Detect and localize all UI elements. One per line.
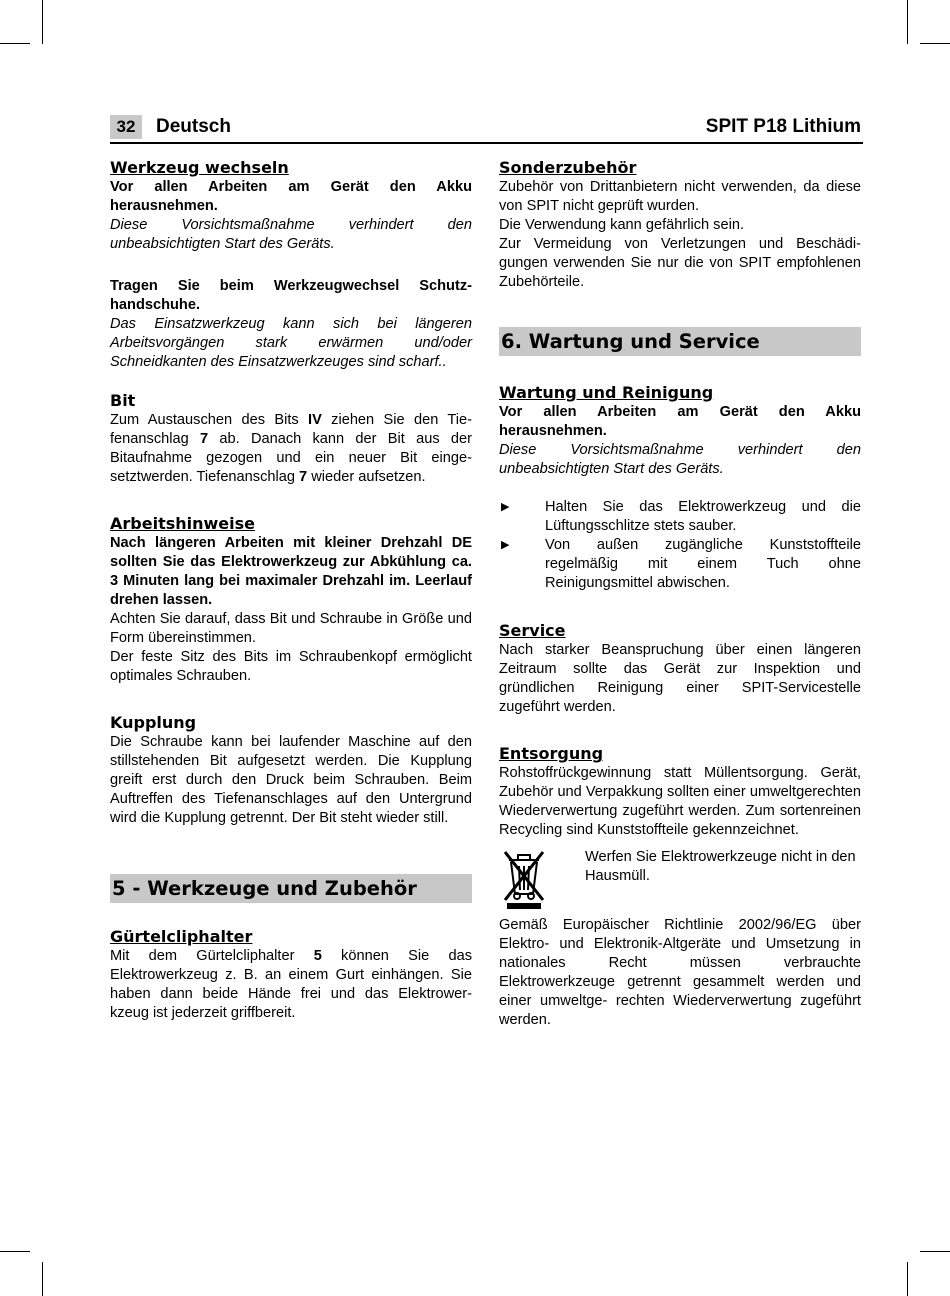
arbeitshinweise-bold: Nach längeren Arbeiten mit kleiner Drehzahl DE sollten Sie das Elektrowerkzeug zur Abkühlung ca. 3 Minuten lang bei maximaler Drehzahl im. Leerlauf drehen lassen. (110, 535, 472, 608)
wartung-bold: Vor allen Arbeiten am Gerät den Akku herausnehmen. (499, 404, 861, 439)
weee-notice (499, 848, 861, 910)
crop-mark (920, 1251, 950, 1252)
warning-bold: Vor allen Arbeiten am Gerät den Akku herausnehmen. (110, 179, 472, 214)
crop-mark (42, 1262, 43, 1296)
list-item: ▶ Halten Sie das Elektrowerkzeug und die Lüftungsschlitze stets sauber. (501, 499, 861, 534)
service-paragraph: Nach starker Beanspruchung über einen längeren Zeitraum sollte das Gerät zur Inspektion und gründlichen Reinigung einer SPIT-Servicestelle zugeführt werden. (499, 642, 861, 715)
warning-note: Diese Vorsichtsmaßnahme verhindert den unbeabsichtigten Start des Geräts. (110, 217, 472, 252)
crop-mark (920, 43, 950, 44)
bit-paragraph: Zum Austauschen des Bits IV ziehen Sie den Tie-fenanschlag 7 ab. Danach kann der Bit aus der Bitaufnahme gezogen und ein neuer Bit einge-setztwerden. Tiefenanschlag 7 wieder aufsetzen. (110, 412, 472, 485)
heading-arbeitshinweise: Arbeitshinweise (110, 514, 255, 533)
section-heading-5: 5 - Werkzeuge und Zubehör (110, 874, 472, 903)
arbeitshinweise-p2: Der feste Sitz des Bits im Schraubenkopf ermöglicht optimales Schrauben. (110, 649, 472, 684)
heading-werkzeug-wechseln: Werkzeug wechseln (110, 158, 289, 177)
crop-mark (42, 0, 43, 44)
gloves-note: Das Einsatzwerkzeug kann sich bei längeren Arbeitsvorgängen stark erwärmen und/oder Schneidkanten des Einsatzwerkzeuges sind scharf.. (110, 316, 472, 370)
heading-wartung: Wartung und Reinigung (499, 383, 714, 402)
crop-mark (0, 1251, 30, 1252)
heading-kupplung: Kupplung (110, 713, 197, 732)
sonder-p3: Zur Vermeidung von Verletzungen und Beschädi-gungen verwenden Sie nur die von SPIT empfohlenen Zubehörteile. (499, 236, 861, 290)
heading-guertelcliphalter: Gürtelcliphalter (110, 927, 253, 946)
kupplung-paragraph: Die Schraube kann bei laufender Maschine auf den stillstehenden Bit aufgesetzt werden. Die Kupplung greift erst durch den Druck beim Schrauben. Beim Auftreffen des Tiefenanschlages auf den Untergrund wird die Kupplung getrennt. Der Bit steht wieder still. (110, 734, 472, 826)
section-heading-6: 6. Wartung und Service (499, 327, 861, 356)
left-column (110, 158, 472, 1023)
guertel-paragraph: Mit dem Gürtelcliphalter 5 können Sie das Elektrowerkzeug z. B. an einem Gurt einhängen. Sie haben dann beide Hände frei und das Elektrower- kzeug ist jederzeit griffbereit. (110, 948, 473, 1021)
heading-entsorgung: Entsorgung (499, 744, 604, 763)
language-label: Deutsch (156, 116, 231, 137)
entsorgung-p1: Rohstoffrückgewinnung statt Müllentsorgung. Gerät, Zubehör und Verpakkung sollten einer umweltgerechten Wiederverwertung zugeführt werden. Zum sortenreinen Recycling sind Kunststoffteile gekennzeichnet. (499, 765, 861, 838)
heading-sonderzubehoer: Sonderzubehör (499, 158, 637, 177)
gloves-warning: Tragen Sie beim Werkzeugwechsel Schutz-handschuhe. (110, 278, 472, 313)
triangle-bullet-icon: ▶ (501, 501, 510, 513)
page-number: 32 (110, 115, 142, 139)
weee-text: Werfen Sie Elektrowerkzeuge nicht in den Hausmüll. (585, 849, 856, 884)
crossed-bin-icon (499, 848, 585, 910)
right-column (499, 158, 861, 1030)
triangle-bullet-icon: ▶ (501, 539, 510, 551)
crop-mark (0, 43, 30, 44)
crop-mark (907, 1262, 908, 1296)
list-item: ▶ Von außen zugängliche Kunststoffteile regelmäßig mit einem Tuch ohne Reinigungsmittel abwischen. (501, 537, 861, 591)
heading-bit: Bit (110, 391, 136, 410)
wartung-italic: Diese Vorsichtsmaßnahme verhindert den unbeabsichtigten Start des Geräts. (499, 442, 861, 477)
entsorgung-p2: Gemäß Europäischer Richtlinie 2002/96/EG über Elektro- und Elektronik-Altgeräte und Umsetzung in nationales Recht müssen verbrauchte Elektrowerkzeuge getrennt gesammelt werden und einer umweltge- rechten Wiederverwertung zugeführt werden. (499, 917, 861, 1028)
arbeitshinweise-p1: Achten Sie darauf, dass Bit und Schraube in Größe und Form übereinstimmen. (110, 611, 472, 646)
page-header (110, 114, 863, 144)
sonder-p2: Die Verwendung kann gefährlich sein. (499, 217, 745, 233)
sonder-p1: Zubehör von Drittanbietern nicht verwenden, da diese von SPIT nicht geprüft wurden. (499, 179, 861, 214)
product-name: SPIT P18 Lithium (705, 116, 861, 137)
crop-mark (907, 0, 908, 44)
heading-service: Service (499, 621, 566, 640)
